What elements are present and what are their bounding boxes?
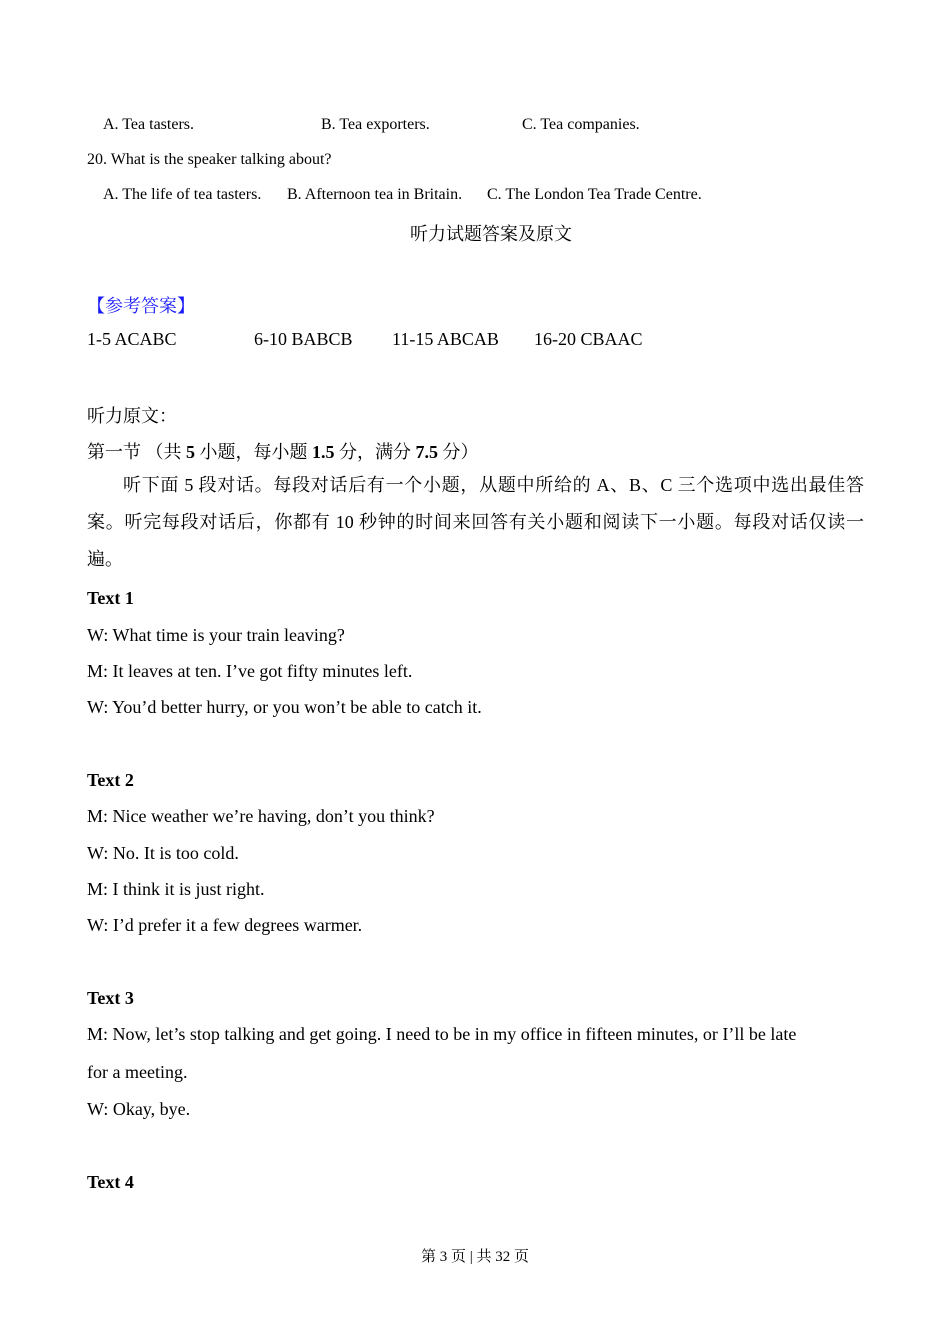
answer-header: 【参考答案】 — [87, 296, 195, 316]
part1-header-mid2: 分，满分 — [334, 442, 416, 462]
text3-line: W: Okay, bye. — [87, 1099, 191, 1119]
text3-line: for a meeting. — [87, 1062, 188, 1082]
section-title: 听力试题答案及原文 — [410, 224, 572, 244]
answer-group-1: 1-5 ACABC — [87, 329, 177, 349]
text1-line: M: It leaves at ten. I’ve got fifty minutes left. — [87, 661, 413, 681]
q19-option-c: C. Tea companies. — [522, 116, 640, 133]
answer-group-3: 11-15 ABCAB — [392, 329, 499, 349]
text1-line: W: You’d better hurry, or you won’t be able to catch it. — [87, 697, 482, 717]
q20-option-c: C. The London Tea Trade Centre. — [487, 186, 702, 203]
text1-title: Text 1 — [87, 588, 134, 608]
text1-line: W: What time is your train leaving? — [87, 625, 345, 645]
q19-option-a: A. Tea tasters. — [103, 116, 194, 133]
text2-line: M: Nice weather we’re having, don’t you think? — [87, 806, 435, 826]
part1-points-total: 7.5 — [415, 442, 438, 462]
part1-header — [87, 438, 479, 464]
part1-header-pre: 第一节 （共 — [87, 442, 186, 462]
answer-group-4: 16-20 CBAAC — [534, 329, 643, 349]
q19-option-b: B. Tea exporters. — [321, 116, 430, 133]
text3-line: M: Now, let’s stop talking and get going. I need to be in my office in fifteen minutes, or I’ll be late — [87, 1024, 797, 1044]
text2-line: M: I think it is just right. — [87, 879, 265, 899]
q20-question: 20. What is the speaker talking about? — [87, 151, 332, 168]
part1-points-each: 1.5 — [312, 442, 335, 462]
text2-line: W: No. It is too cold. — [87, 843, 239, 863]
text2-line: W: I’d prefer it a few degrees warmer. — [87, 915, 363, 935]
answer-group-2: 6-10 BABCB — [254, 329, 353, 349]
part1-header-post: 分） — [438, 442, 479, 462]
transcript-label: 听力原文： — [87, 406, 177, 426]
text3-title: Text 3 — [87, 988, 134, 1008]
text2-title: Text 2 — [87, 770, 134, 790]
part1-header-mid1: 小题，每小题 — [195, 442, 312, 462]
instructions-paragraph: 听下面 5 段对话。每段对话后有一个小题，从题中所给的 A、B、C 三个选项中选出最佳答案。听完每段对话后，你都有 10 秒钟的时间来回答有关小题和阅读下一小题。每段对话仅读一遍。 — [87, 475, 864, 569]
q20-option-a: A. The life of tea tasters. — [103, 186, 262, 203]
page-footer: 第 3 页 | 共 32 页 — [420, 1249, 529, 1265]
part1-count: 5 — [186, 442, 195, 462]
q20-option-b: B. Afternoon tea in Britain. — [287, 186, 463, 203]
text4-title: Text 4 — [87, 1172, 134, 1192]
